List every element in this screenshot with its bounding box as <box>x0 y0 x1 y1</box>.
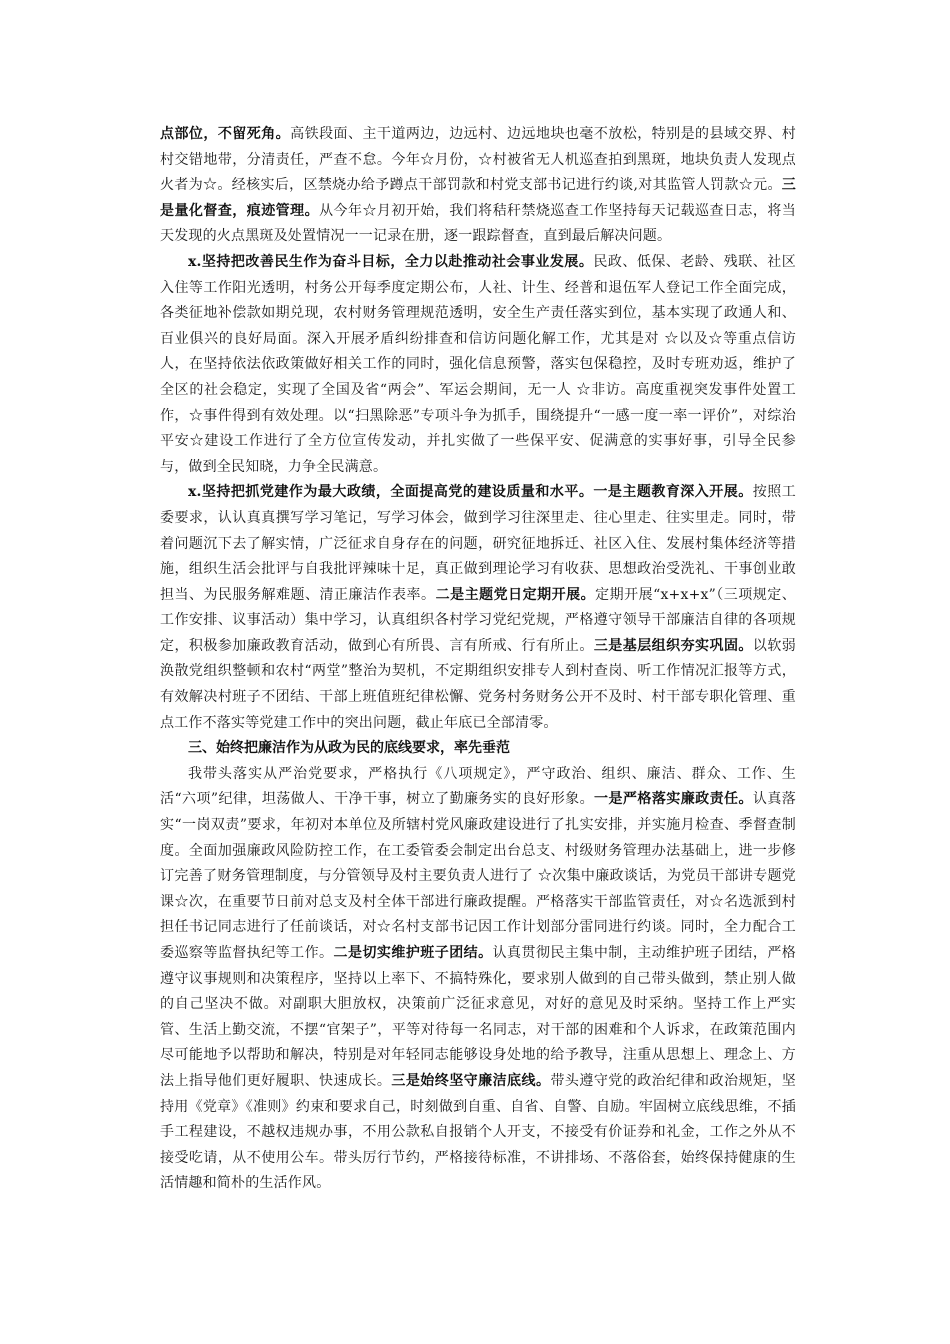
text-run: 定期开展“x+x+x”（三项规定、工作安排、议事活动）集中学习，认真组织各村学习党纪党规，严格遵守领导干部廉洁自律的各项规定，积极参加廉政教育活动，做到心有所畏、言有所戒、行有所止。 <box>160 586 796 654</box>
bold-run: x.坚持把抓党建作为最大政绩，全面提高党的建设质量和水平。一是主题教育深入开展。 <box>188 484 753 501</box>
bold-run: x.坚持把改善民生作为奋斗目标，全力以赴推动社会事业发展。 <box>188 253 594 270</box>
section-heading: 三、始终把廉洁作为从政为民的底线要求，率先垂范 <box>188 740 510 757</box>
text-run: 高铁段面、主干道两边，边远村、边远地块也毫不放松，特别是的县域交界、村村交错地带，分清责任，严查不怠。今年☆月份，☆村被省无人机巡查拍到黑斑，地块负责人发现点火者为☆。经核实后，区禁烧办给予蹲点干部罚款和村党支部书记进行约谈,对其监管人罚款☆元。 <box>160 126 797 194</box>
text-run: 按照工委要求，认认真真撰写学习笔记，写学习体会，做到学习往深里走、往心里走、往实里走。同时，带着问题沉下去了解实情，广泛征求自身存在的问题，研究征地拆迁、社区入住、发展村集体经济等措施，组织生活会批评与自我批评辣味十足，真正做到理论学习有收获、思想政治受洗礼、干事创业敢担当、为民服务解难题、清正廉洁作表率。 <box>160 484 796 603</box>
bold-run: 一是严格落实廉政责任。 <box>594 791 753 808</box>
bold-run: 三是始终坚守廉洁底线。 <box>391 1072 551 1089</box>
text-run: 以软弱涣散党组织整顿和农村“两堂”整治为契机，不定期组织安排专人到村查岗、听工作情况汇报等方式，有效解决村班子不团结、干部上班值班纪律松懈、党务村务财务公开不及时、村干部专职化管理、重点工作不落实等党建工作中的突出问题，截止年底已全部清零。 <box>160 637 796 731</box>
bold-run: 三是基层组织夯实巩固。 <box>593 637 753 654</box>
bold-run: 二是主题党日定期开展。 <box>435 586 596 603</box>
bold-run: 点部位，不留死角。 <box>160 126 291 142</box>
text-run: 我带头落实从严治党要求，严格执行《八项规定》，严守政治、组织、廉洁、群众、工作、生活“六项”纪律，坦荡做人、干净干事，树立了勤廉务实的良好形象。 <box>160 765 796 808</box>
text-run: 民政、低保、老龄、残联、社区入住等工作阳光透明，村务公开每季度定期公布，人社、计生、经普和退伍军人登记工作全面完成，各类征地补偿款如期兑现，农村财务管理规范透明，安全生产责任落实到位，基本实现了政通人和、百业俱兴的良好局面。深入开展矛盾纠纷排查和信访问题化解工作，尤其是对 ☆以及☆等重点信访人，在坚持依法依政策做好相关工作的同时，强化信息预警，落实包保稳控，及时专班劝返，维护了全区的社会稳定，实现了全国及省“两会”、军运会期间，无一人 ☆非访。高度重视突发事件处置工作，☆事件得到有效处理。以“扫黑除恶”专项斗争为抓手，围绕提升“一感一度一率一评价”，对综治平安☆建设工作进行了全方位宣传发动，并扎实做了一些保平安、促满意的实事好事，引导全民参与，做到全民知晓，力争全民满意。 <box>160 253 796 475</box>
paragraph-3 <box>160 480 796 736</box>
bold-run: 二是切实维护班子团结。 <box>333 945 493 961</box>
text-run: 带头遵守党的政治纪律和政治规矩，坚持用《党章》《准则》约束和要求自己，时刻做到自重、自省、自警、自励。牢固树立底线思维，不插手工程建设，不越权违规办事，不用公款私自报销个人开支，不接受有价证券和礼金，工作之外从不接受吃请，从不使用公车。带头厉行节约，严格接待标准，不讲排场、不落俗套，始终保持健康的生活情趣和简朴的生活作风。 <box>160 1072 796 1192</box>
text-run: 认真贯彻民主集中制，主动维护班子团结，严格遵守议事规则和决策程序，坚持以上率下、不搞特殊化，要求别人做到的自己带头做到，禁止别人做的自己坚决不做。对副职大胆放权，决策前广泛征求意见，对好的意见及时采纳。坚持工作上严实管、生活上勤交流，不摆“官架子”，平等对待每一名同志，对干部的困难和个人诉求，在政策范围内尽可能地予以帮助和解决，特别是对年轻同志能够设身处地的给予教导，注重从思想上、理念上、方法上指导他们更好履职、快速成长。 <box>160 945 796 1089</box>
text-run: 从今年☆月初开始，我们将秸秆禁烧巡查工作坚持每天记载巡查日志，将当天发现的火点黑斑及处置情况一一记录在册，逐一跟踪督查，直到最后解决问题。 <box>160 202 796 245</box>
text-run: 认真落实“一岗双责”要求，年初对本单位及所辖村党风廉政建设进行了扎实安排，并实施月检查、季督查制度。全面加强廉政风险防控工作，在工委管委会制定出台总支、村级财务管理办法基础上，进一步修订完善了财务管理制度，与分管领导及村主要负责人进行了 ☆次集中廉政谈话，为党员干部讲专题党课☆次，在重要节日前对总支及村全体干部进行廉政提醒。严格落实干部监管责任，对☆名选派到村担任书记同志进行了任前谈话，对☆名村支部书记因工作计划部分雷同进行约谈。同时，全力配合工委巡察等监督执纪等工作。 <box>160 791 797 961</box>
document-page <box>160 122 796 1197</box>
paragraph-4 <box>160 762 796 1197</box>
paragraph-1 <box>160 122 796 250</box>
bold-run: 三是量化督查，痕迹管理。 <box>160 177 796 219</box>
paragraph-2 <box>160 250 796 480</box>
